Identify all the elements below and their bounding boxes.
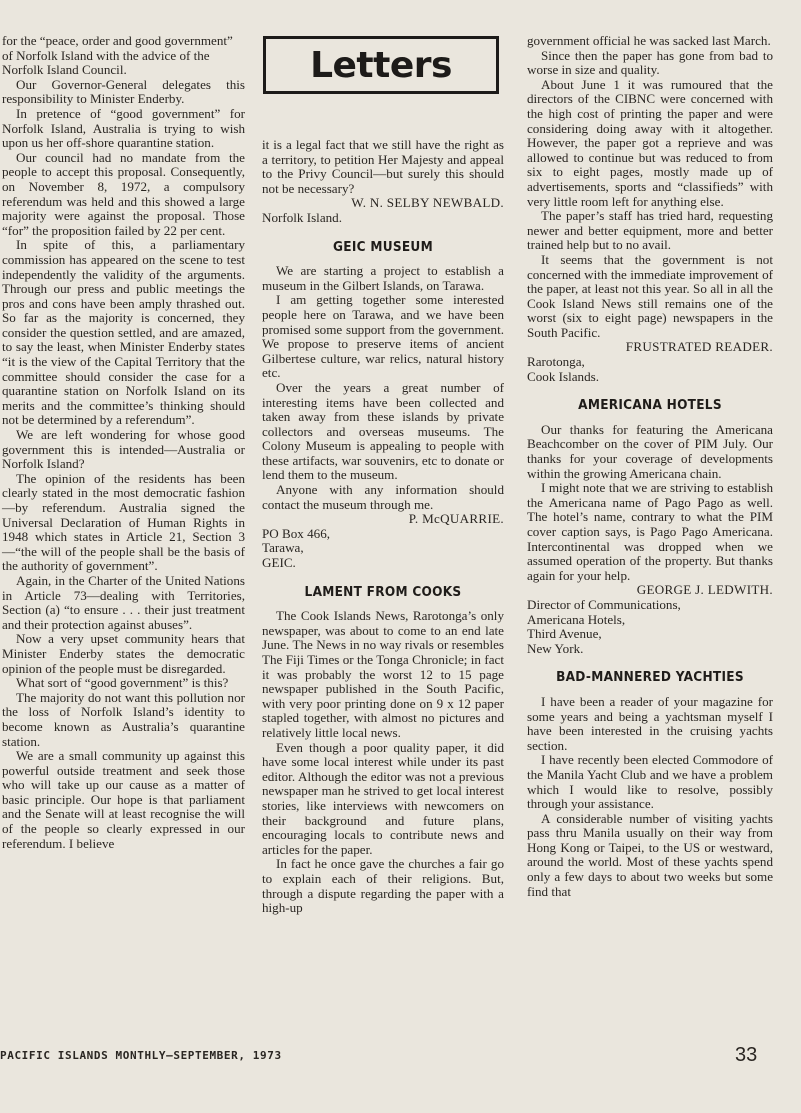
signature: W. N. SELBY NEWBALD.: [351, 195, 504, 211]
paragraph: The opinion of the residents has been clearly stated in the most democratic fashion—by referendum. Australia signed the Universal Declaration of Human Rights in 1948 which states in Article 21, Section 3—“the will of the people shall be the basis of the authority of government”.: [2, 470, 245, 574]
signature: GEORGE J. LEDWITH.: [636, 582, 773, 598]
paragraph: It seems that the government is not concerned with the immediate improvement of the paper, at least not this year. So all in all the Cook Island News still remains one of the worst (six to eight page) newspapers in the South Pacific.: [527, 251, 773, 340]
column-3: [527, 34, 773, 899]
footer-publication-line: PACIFIC ISLANDS MONTHLY—SEPTEMBER, 1973: [0, 1049, 282, 1062]
address-line: Director of Communications,: [527, 596, 681, 612]
paragraph: We are starting a project to establish a museum in the Gilbert Islands, on Tarawa.: [262, 263, 504, 293]
signature: P. McQUARRIE.: [408, 511, 504, 527]
paragraph: In spite of this, a parliamentary commission has appeared on the scene to test independently the validity of the arguments. Through our press and public meetings the pros and cons have been amply thrashed out. So far as the majority is concerned, they consider the question settled, and are amazed, to say the least, when Minister Enderby states “it is the view of the Capital Territory that the committee should consider the case for a quarantine station on Norfolk Island on its merits and the committee’s thinking should not be determined by a referendum”.: [2, 237, 245, 428]
page-number: 33: [735, 1044, 758, 1066]
heading-bad-mannered-yachties: BAD-MANNERED YACHTIES: [556, 669, 744, 686]
address-line: Americana Hotels,: [527, 611, 626, 627]
address-line: Norfolk Island.: [262, 209, 343, 225]
paragraph: In pretence of “good government” for Norfolk Island, Australia is trying to wish upon us her off-shore quarantine station.: [2, 105, 245, 151]
paragraph: Anyone with any information should contact the museum through me.: [262, 482, 504, 512]
paragraph: Our council had no mandate from the people to accept this proposal. Consequently, on November 8, 1972, a compulsory referendum was held and this showed a large majority were against the proposal. Those “for” the proposition failed by 22 per cent.: [2, 149, 245, 238]
paragraph: What sort of “good government” is this?: [16, 675, 229, 691]
paragraph: Over the years a great number of interesting items have been collected and taken away from these islands by private collectors and overseas museums. The Colony Museum is appealing to people with these artifacts, war souvenirs, etc to donate or lend them to the museum.: [262, 379, 504, 483]
paragraph: The Cook Islands News, Rarotonga’s only newspaper, was about to come to an end late June. The News in no way rivals or resembles The Fiji Times or the Tonga Chronicle; in fact it was probably the worst 12 to 15 page newspaper published in the South Pacific, with very poor printing done on 9 x 12 paper stapled together, with almost no pictures and relatively little local news.: [262, 608, 504, 740]
paragraph: I have been a reader of your magazine for some years and being a yachtsman myself I have been interested in the cruising yachts section.: [527, 693, 773, 753]
paragraph: The majority do not want this pollution nor the loss of Norfolk Island’s identity to become known as Australia’s quarantine station.: [2, 689, 245, 749]
paragraph: I have recently been elected Commodore of the Manila Yacht Club and we have a problem which I would like to resolve, possibly through your assistance.: [527, 752, 773, 812]
heading-lament-from-cooks: LAMENT FROM COOKS: [304, 583, 462, 600]
paragraph: I am getting together some interested people here on Tarawa, and we have been promised some support from the government. We propose to preserve items of ancient Gilbertese culture, war relics, natural history etc.: [262, 292, 504, 381]
paragraph: Now a very upset community hears that Minister Enderby states the democratic opinion of the people must be disregarded.: [2, 631, 245, 676]
paragraph: Even though a poor quality paper, it did have some local interest while under its past editor. Although the editor was not a previous newspaper man he strived to get local interest stories, like interviews with newcomers on their background and future plans, encouraging locals to contribute news and articles for the paper.: [262, 739, 504, 857]
address-line: Third Avenue,: [527, 626, 602, 642]
paragraph: About June 1 it was rumoured that the directors of the CIBNC were concerned with the high cost of printing the paper and were considering doing away with it altogether. However, the paper got a reprieve and was allowed to continue but was reduced to from six to eight pages, mostly made up of advertisements, sports and “classifieds” with very little room left for anything else.: [527, 76, 773, 209]
address-line: GEIC.: [262, 555, 296, 571]
heading-geic-museum: GEIC MUSEUM: [333, 238, 433, 255]
paragraph: government official he was sacked last March.: [527, 33, 771, 48]
paragraph: Again, in the Charter of the United Nations in Article 73—dealing with Territories, Section (a) “to ensure . . . their just treatment and their protection against abuses”.: [2, 572, 245, 632]
column-1: [2, 34, 245, 851]
paragraph: for the “peace, order and good government” of Norfolk Island with the advice of the Norfolk Island Council.: [2, 33, 233, 78]
paragraph: We are a small community up against this powerful outside treatment and seek those who will take up our cause as a matter of basic principle. Our hope is that parliament and the Senate will at least recognise the will of the people so clearly expressed in our referendum. I believe: [2, 748, 245, 851]
address-line: PO Box 466,: [262, 525, 331, 541]
signature: FRUSTRATED READER.: [625, 339, 773, 355]
address-line: Cook Islands.: [527, 368, 600, 384]
section-title-box: [263, 36, 499, 94]
address-line: Tarawa,: [262, 540, 304, 556]
paragraph: A considerable number of visiting yachts pass thru Manila usually on their way from Hong Kong or Taipei, to the US or westward, around the world. Most of these yachts spend only a few days to about two weeks but some find that: [527, 810, 773, 899]
paragraph: Our Governor-General delegates this responsibility to Minister Enderby.: [2, 76, 245, 107]
paragraph: Since then the paper has gone from bad to worse in size and quality.: [527, 47, 773, 78]
paragraph: it is a legal fact that we still have the right as a territory, to petition Her Majesty and appeal to the Privy Council—but surely this should not be necessary?: [262, 137, 504, 196]
column-2: [262, 138, 504, 916]
paragraph: Our thanks for featuring the Americana Beachcomber on the cover of PIM July. Our thanks for your coverage of developments within the growing Americana chain.: [527, 421, 773, 481]
address-line: Rarotonga,: [527, 354, 585, 370]
section-title: Letters: [310, 44, 452, 86]
paragraph: We are left wondering for whose good government this is intended—Australia or Norfolk Island?: [2, 427, 245, 472]
paragraph: The paper’s staff has tried hard, requesting newer and better equipment, more and better trained help but to no avail.: [527, 208, 773, 253]
paragraph: In fact he once gave the churches a fair go to explain each of their religions. But, through a dispute regarding the paper with a high-up: [262, 856, 504, 916]
heading-americana-hotels: AMERICANA HOTELS: [578, 397, 722, 414]
paragraph: I might note that we are striving to establish the Americana name of Pago Pago as well. The hotel’s name, contrary to what the PIM cover caption says, is Pago Pago Americana. Intercontinental was dropped when we assumed operation of the property. But thanks again for your help.: [527, 480, 773, 583]
address-line: New York.: [527, 640, 584, 656]
